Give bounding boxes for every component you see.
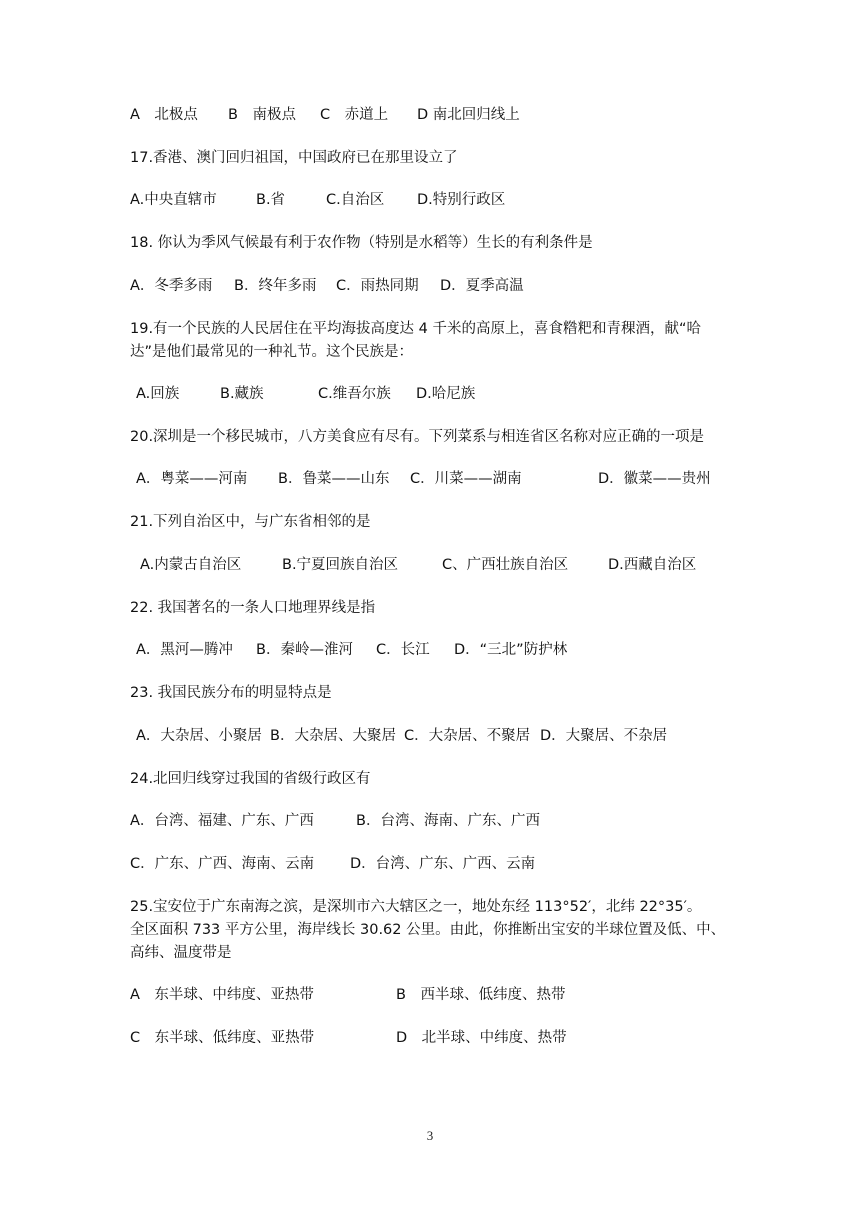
q25-options-row-1 <box>130 985 566 1005</box>
q20-option-c: C．川菜——湖南 <box>410 471 522 487</box>
q21-option-c: C、广西壮族自治区 <box>442 557 569 573</box>
q18-stem: 18. 你认为季风气候最有利于农作物（特别是水稻等）生长的有利条件是 <box>130 235 593 251</box>
q24-options-row-1 <box>130 811 540 831</box>
q23-stem: 23. 我国民族分布的明显特点是 <box>130 685 332 701</box>
q24-option-c: C．广东、广西、海南、云南 <box>130 856 315 872</box>
q20-option-d: D．徽菜——贵州 <box>598 471 711 487</box>
q18-option-a: A．冬季多雨 <box>130 278 213 294</box>
q21-option-a: A.内蒙古自治区 <box>140 557 242 573</box>
q19-option-b: B.藏族 <box>220 386 264 402</box>
q20-options <box>130 469 711 489</box>
q22-option-c: C．长江 <box>376 642 430 658</box>
q21-option-d: D.西藏自治区 <box>608 557 697 573</box>
page-number: 3 <box>426 1128 434 1143</box>
q17-option-d: D.特别行政区 <box>417 192 506 208</box>
q18-option-d: D．夏季高温 <box>440 278 524 294</box>
q21-stem: 21.下列自治区中，与广东省相邻的是 <box>130 514 371 530</box>
q19-options <box>130 384 476 404</box>
q25-stem-line-3: 高纬、温度带是 <box>130 945 232 961</box>
q19-option-a: A.回族 <box>136 386 180 402</box>
q16-option-d: D 南北回归线上 <box>417 107 520 123</box>
q19-stem-line-1: 19.有一个民族的人民居住在平均海拔高度达 4 千米的高原上，喜食糌粑和青稞酒，献“哈 <box>130 321 702 337</box>
q16-options <box>130 105 520 125</box>
q25-option-c: C 东半球、低纬度、亚热带 <box>130 1030 315 1046</box>
q21-option-b: B.宁夏回族自治区 <box>282 557 399 573</box>
q19-option-d: D.哈尼族 <box>416 386 476 402</box>
q17-option-a: A.中央直辖市 <box>130 192 217 208</box>
q20-option-b: B．鲁菜——山东 <box>278 471 390 487</box>
q22-options <box>130 640 568 660</box>
q25-option-a: A 东半球、中纬度、亚热带 <box>130 987 314 1003</box>
q16-option-c: C 赤道上 <box>320 107 389 123</box>
q16-option-a: A 北极点 <box>130 107 198 123</box>
q18-option-b: B．终年多雨 <box>234 278 317 294</box>
q23-option-c: C．大杂居、不聚居 <box>404 728 531 744</box>
q20-option-a: A．粤菜——河南 <box>136 471 248 487</box>
q25-options-row-2 <box>130 1028 567 1048</box>
q25-stem-line-1: 25.宝安位于广东南海之滨，是深圳市六大辖区之一，地处东经 113°52′，北纬 22°35′。 <box>130 899 702 915</box>
q25-option-d: D 北半球、中纬度、热带 <box>396 1030 567 1046</box>
q22-option-b: B．秦岭—淮河 <box>256 642 353 658</box>
q17-option-c: C.自治区 <box>326 192 385 208</box>
q22-stem: 22. 我国著名的一条人口地理界线是指 <box>130 600 376 616</box>
q20-stem: 20.深圳是一个移民城市，八方美食应有尽有。下列菜系与相连省区名称对应正确的一项是 <box>130 429 705 445</box>
q23-option-d: D．大聚居、不杂居 <box>540 728 668 744</box>
q25-option-b: B 西半球、低纬度、热带 <box>396 987 566 1003</box>
q16-option-b: B 南极点 <box>228 107 296 123</box>
q24-stem: 24.北回归线穿过我国的省级行政区有 <box>130 771 371 787</box>
q25-stem-line-2: 全区面积 733 平方公里，海岸线长 30.62 公里。由此，你推断出宝安的半球位置及低、中、 <box>130 922 726 938</box>
q17-stem: 17.香港、澳门回归祖国，中国政府已在那里设立了 <box>130 150 458 166</box>
q24-option-d: D．台湾、广东、广西、云南 <box>350 856 536 872</box>
q24-options-row-2 <box>130 854 536 874</box>
q18-options <box>130 276 524 296</box>
q23-options <box>130 726 668 746</box>
q19-stem-line-2: 达”是他们最常见的一种礼节。这个民族是： <box>130 344 414 360</box>
q17-options <box>130 190 506 210</box>
q23-option-b: B．大杂居、大聚居 <box>270 728 396 744</box>
q22-option-a: A．黑河—腾冲 <box>136 642 233 658</box>
q21-options <box>130 555 697 575</box>
q22-option-d: D．“三北”防护林 <box>454 642 568 658</box>
q23-option-a: A．大杂居、小聚居 <box>136 728 262 744</box>
q19-option-c: C.维吾尔族 <box>318 386 391 402</box>
q24-option-a: A．台湾、福建、广东、广西 <box>130 813 314 829</box>
q17-option-b: B.省 <box>256 192 286 208</box>
q18-option-c: C．雨热同期 <box>336 278 419 294</box>
q24-option-b: B．台湾、海南、广东、广西 <box>356 813 540 829</box>
